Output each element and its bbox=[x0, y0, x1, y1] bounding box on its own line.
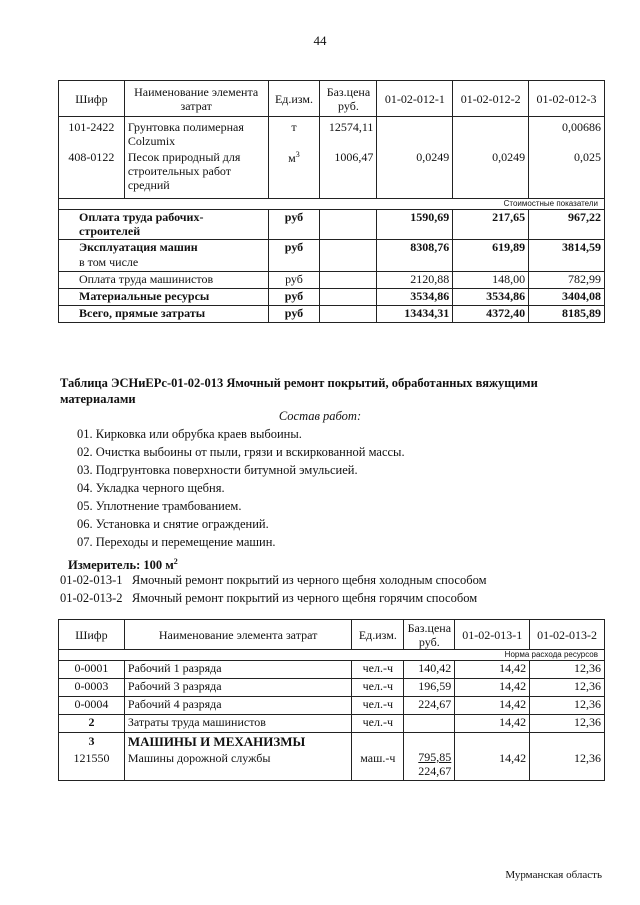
header-code: Шифр bbox=[59, 81, 125, 117]
table-row: Оплата труда машинистов руб 2120,88 148,00 782,99 bbox=[59, 271, 605, 288]
header-col2: 01-02-013-2 bbox=[530, 620, 605, 650]
header-col3: 01-02-012-3 bbox=[529, 81, 605, 117]
header-name: Наименование элемента затрат bbox=[124, 620, 351, 650]
header-col1: 01-02-013-1 bbox=[455, 620, 530, 650]
variant-list bbox=[60, 571, 487, 607]
list-item: 03. Подгрунтовка поверхности битумной эмульсией. bbox=[77, 463, 358, 477]
footer-region: Мурманская область bbox=[505, 869, 602, 881]
list-item: 01. Кирковка или обрубка краев выбоины. bbox=[77, 427, 302, 441]
resource-table-1 bbox=[58, 80, 605, 323]
work-composition-title: Состав работ: bbox=[278, 409, 362, 423]
header-price: Баз.цена руб. bbox=[404, 620, 455, 650]
table-row: 3 121550 МАШИНЫ И МЕХАНИЗМЫ Машины дорожной службы маш.-ч 795,85 224,67 14,42 12,36 bbox=[59, 733, 605, 781]
list-item: 01-02-013-2 Ямочный ремонт покрытий из черного щебня горячим способом bbox=[60, 591, 478, 605]
header-unit: Ед.изм. bbox=[268, 81, 320, 117]
header-unit: Ед.изм. bbox=[352, 620, 404, 650]
header-price: Баз.цена руб. bbox=[320, 81, 377, 117]
header-col2: 01-02-012-2 bbox=[453, 81, 529, 117]
table-row: 0-0004 Рабочий 4 разряда чел.-ч 224,67 14,42 12,36 bbox=[59, 697, 605, 715]
table-row: 101-2422 Грунтовка полимерная Colzumix т 12574,11 0,00686 bbox=[59, 117, 605, 149]
table-row: Материальные ресурсы руб 3534,86 3534,86 3404,08 bbox=[59, 288, 605, 305]
table-row: 2 Затраты труда машинистов чел.-ч 14,42 12,36 bbox=[59, 715, 605, 733]
header-col1: 01-02-012-1 bbox=[377, 81, 453, 117]
section-label: Норма расхода ресурсов bbox=[59, 650, 605, 661]
table-title: Таблица ЭСНиЕРс-01-02-013 Ямочный ремонт покрытий, обработанных вяжущими материалами bbox=[60, 376, 538, 406]
list-item: 05. Уплотнение трамбованием. bbox=[77, 499, 242, 513]
list-item: 01-02-013-1 Ямочный ремонт покрытий из черного щебня холодным способом bbox=[60, 573, 487, 587]
header-code: Шифр bbox=[59, 620, 125, 650]
table-row: Эксплуатация машин в том числе руб 8308,76 619,89 3814,59 bbox=[59, 239, 605, 271]
table-row: 0-0003 Рабочий 3 разряда чел.-ч 196,59 14,42 12,36 bbox=[59, 679, 605, 697]
table-row: Всего, прямые затраты руб 13434,31 4372,40 8185,89 bbox=[59, 305, 605, 322]
work-list bbox=[77, 425, 405, 551]
resource-table-2 bbox=[58, 619, 605, 781]
header-name: Наименование элемента затрат bbox=[124, 81, 268, 117]
list-item: 04. Укладка черного щебня. bbox=[77, 481, 225, 495]
page-number: 44 bbox=[313, 33, 327, 48]
section-label: Стоимостные показатели bbox=[59, 198, 605, 209]
measure-unit: Измеритель: 100 $м^2$ bbox=[68, 557, 178, 573]
table-row: Оплата труда рабочих-строителей руб 1590,69 217,65 967,22 bbox=[59, 209, 605, 239]
list-item: 02. Очистка выбоины от пыли, грязи и вскиркованной массы. bbox=[77, 445, 405, 459]
table-row: 408-0122 Песок природный для строительных работ средний $м^3$ 1006,47 0,0249 0,0249 0,025 bbox=[59, 148, 605, 198]
table-row: 0-0001 Рабочий 1 разряда чел.-ч 140,42 14,42 12,36 bbox=[59, 661, 605, 679]
list-item: 07. Переходы и перемещение машин. bbox=[77, 535, 276, 549]
list-item: 06. Установка и снятие ограждений. bbox=[77, 517, 269, 531]
